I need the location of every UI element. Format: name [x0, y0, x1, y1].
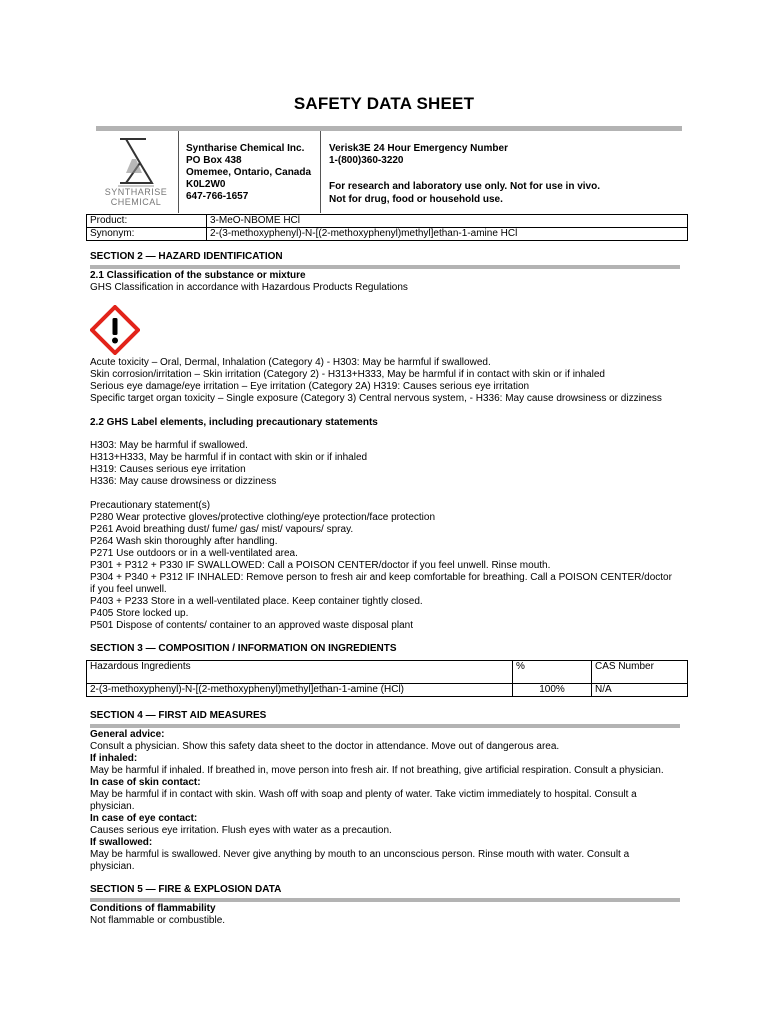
company-postal: K0L2W0 — [186, 179, 226, 190]
skin-contact-text: May be harmful if in contact with skin. Wash off with soap and plenty of water. Take victim immediately to hospital. Consult a — [90, 789, 637, 800]
document-title: SAFETY DATA SHEET — [293, 94, 475, 113]
general-advice-text: Consult a physician. Show this safety data sheet to the doctor in attendance. Move out of dangerous area. — [90, 741, 560, 752]
section5-rule — [90, 898, 680, 902]
ingredient-percent: 100% — [513, 684, 592, 697]
sigma-flask-icon — [96, 133, 176, 189]
product-label: Product: — [87, 215, 207, 228]
synonym-value: 2-(3-methoxyphenyl)-N-[(2-methoxyphenyl)methyl]ethan-1-amine HCl — [207, 228, 688, 241]
use-note-2: Not for drug, food or household use. — [329, 194, 503, 205]
ingredients-table — [86, 660, 688, 697]
table-row — [87, 228, 688, 241]
product-table — [86, 214, 688, 241]
table-row — [87, 661, 688, 684]
emergency-phone: 1-(800)360-3220 — [329, 155, 404, 166]
eye-contact-label: In case of eye contact: — [90, 813, 198, 824]
skin-contact-label: In case of skin contact: — [90, 777, 201, 788]
product-value: 3-MeO-NBOME HCl — [207, 215, 688, 228]
use-note-1: For research and laboratory use only. Not for use in vivo. — [329, 181, 600, 192]
exclamation-mark-ghs-icon — [90, 305, 140, 355]
flammability-label: Conditions of flammability — [90, 903, 216, 914]
inhaled-label: If inhaled: — [90, 753, 138, 764]
precautionary-statement: P264 Wash skin thoroughly after handling. — [90, 536, 278, 547]
ingredients-header-percent: % — [513, 661, 592, 684]
precautionary-statement: if you feel unwell. — [90, 584, 167, 595]
classification-line: Skin corrosion/irritation – Skin irritation (Category 2) - H313+H333, May be harmful if in contact with skin or if inhaled — [90, 369, 605, 380]
precautionary-statement: P261 Avoid breathing dust/ fume/ gas/ mist/ vapours/ spray. — [90, 524, 354, 535]
section2-rule — [90, 265, 680, 269]
company-logo — [96, 133, 176, 213]
classification-line: Acute toxicity – Oral, Dermal, Inhalation (Category 4) - H303: May be harmful if swallowed. — [90, 357, 491, 368]
table-row — [87, 215, 688, 228]
company-phone: 647-766-1657 — [186, 191, 249, 202]
swallowed-label: If swallowed: — [90, 837, 153, 848]
section2-heading: SECTION 2 — HAZARD IDENTIFICATION — [90, 251, 283, 262]
company-city: Omemee, Ontario, Canada — [186, 167, 312, 178]
section4-heading: SECTION 4 — FIRST AID MEASURES — [90, 710, 267, 721]
company-name: Syntharise Chemical Inc. — [186, 143, 305, 154]
ingredients-header-cas: CAS Number — [592, 661, 688, 684]
section2-sub2-heading: 2.2 GHS Label elements, including precautionary statements — [90, 417, 378, 428]
skin-contact-text-cont: physician. — [90, 801, 135, 812]
table-row — [87, 684, 688, 697]
flammability-text: Not flammable or combustible. — [90, 915, 226, 926]
header-divider-2 — [320, 131, 321, 213]
section5-heading: SECTION 5 — FIRE & EXPLOSION DATA — [90, 884, 282, 895]
precautionary-statement: P280 Wear protective gloves/protective clothing/eye protection/face protection — [90, 512, 436, 523]
inhaled-text: May be harmful if inhaled. If breathed in, move person into fresh air. If not breathing, give artificial respiration. Consult a physician. — [90, 765, 664, 776]
precautionary-statement: P405 Store locked up. — [90, 608, 189, 619]
swallowed-text-cont: physician. — [90, 861, 135, 872]
hazard-statement: H313+H333, May be harmful if in contact with skin or if inhaled — [90, 452, 368, 463]
ingredients-header-name: Hazardous Ingredients — [87, 661, 513, 684]
precautionary-heading: Precautionary statement(s) — [90, 500, 211, 511]
emergency-title: Verisk3E 24 Hour Emergency Number — [329, 143, 508, 154]
ingredient-cas: N/A — [592, 684, 688, 697]
section2-sub1-text: GHS Classification in accordance with Hazardous Products Regulations — [90, 282, 408, 293]
logo-text-syntharise: SYNTHARISE — [104, 187, 168, 197]
precautionary-statement: P304 + P340 + P312 IF INHALED: Remove person to fresh air and keep comfortable for breathing. Call a POISON CENTER/doctor — [90, 572, 672, 583]
general-advice-label: General advice: — [90, 729, 165, 740]
section3-heading: SECTION 3 — COMPOSITION / INFORMATION ON INGREDIENTS — [90, 643, 397, 654]
precautionary-statement: P403 + P233 Store in a well-ventilated place. Keep container tightly closed. — [90, 596, 423, 607]
precautionary-statement: P301 + P312 + P330 IF SWALLOWED: Call a POISON CENTER/doctor if you feel unwell. Rinse mouth. — [90, 560, 551, 571]
company-pobox: PO Box 438 — [186, 155, 242, 166]
classification-line: Specific target organ toxicity – Single exposure (Category 3) Central nervous system, - H336: May cause drowsiness or dizziness — [90, 393, 662, 404]
precautionary-statement: P271 Use outdoors or in a well-ventilated area. — [90, 548, 298, 559]
ingredient-name: 2-(3-methoxyphenyl)-N-[(2-methoxyphenyl)methyl]ethan-1-amine (HCl) — [87, 684, 513, 697]
eye-contact-text: Causes serious eye irritation. Flush eyes with water as a precaution. — [90, 825, 392, 836]
header-top-rule — [96, 126, 682, 131]
hazard-statement: H303: May be harmful if swallowed. — [90, 440, 248, 451]
header-divider-1 — [178, 131, 179, 213]
hazard-statement: H336: May cause drowsiness or dizziness — [90, 476, 277, 487]
precautionary-statement: P501 Dispose of contents/ container to an approved waste disposal plant — [90, 620, 413, 631]
hazard-statement: H319: Causes serious eye irritation — [90, 464, 246, 475]
swallowed-text: May be harmful is swallowed. Never give anything by mouth to an unconscious person. Rinse mouth with water. Consult a — [90, 849, 630, 860]
section4-rule — [90, 724, 680, 728]
classification-line: Serious eye damage/eye irritation – Eye irritation (Category 2A) H319: Causes serious eye irritation — [90, 381, 530, 392]
section2-sub1-heading: 2.1 Classification of the substance or mixture — [90, 270, 306, 281]
logo-text-chemical: CHEMICAL — [110, 197, 162, 207]
synonym-label: Synonym: — [87, 228, 207, 241]
